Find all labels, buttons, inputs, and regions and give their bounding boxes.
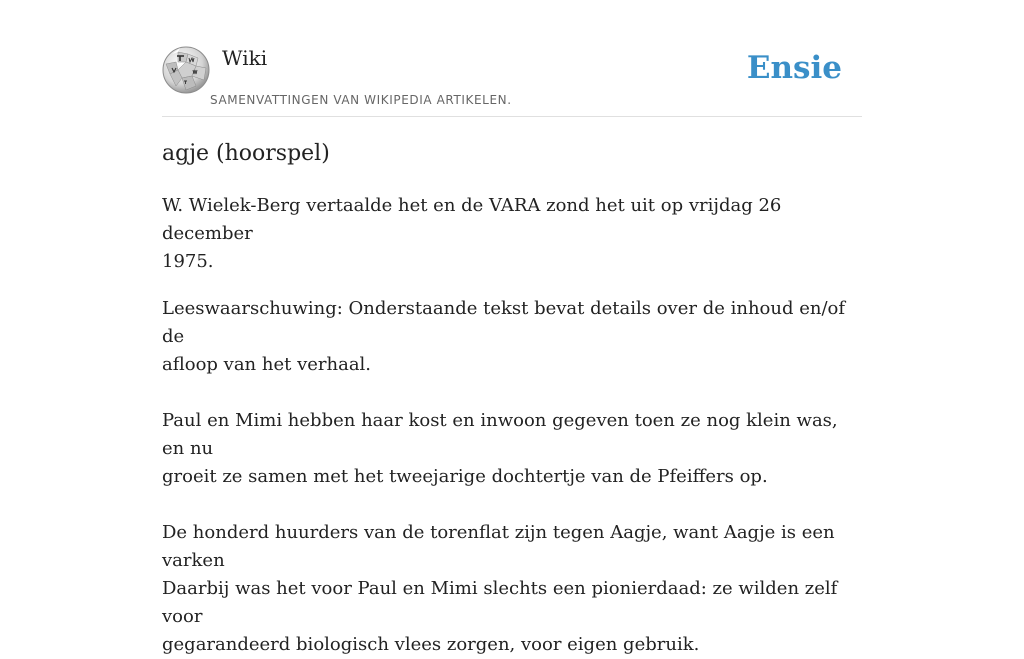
site-name[interactable]: Wiki bbox=[222, 46, 268, 70]
article-title: agje (hoorspel) bbox=[162, 141, 330, 166]
wikipedia-globe-icon[interactable] bbox=[162, 46, 210, 94]
site-header bbox=[162, 0, 862, 117]
article bbox=[162, 138, 862, 659]
article-paragraph: Leeswaarschuwing: Onderstaande tekst bevat details over de inhoud en/of de afloop van het verhaal. Paul en Mimi hebben haar kost en inwoon gegeven toen ze nog klein was, en nu groeit ze samen met het tweejarige dochtertje van de Pfeiffers op. De honderd huurders van de torenflat zijn tegen Aagje, want Aagje is een varken Daarbij was het voor Paul en Mimi slechts een pionierdaad: ze wilden zelf voor gegarandeerd biologisch vlees zorgen, voor eigen gebruik. bbox=[162, 298, 846, 655]
site-tagline: SAMENVATTINGEN VAN WIKIPEDIA ARTIKELEN. bbox=[210, 93, 512, 107]
brand-logo-link[interactable]: Ensie bbox=[746, 50, 842, 86]
article-paragraph: W. Wielek-Berg vertaalde het en de VARA zond het uit op vrijdag 26 december 1975. bbox=[162, 195, 782, 272]
